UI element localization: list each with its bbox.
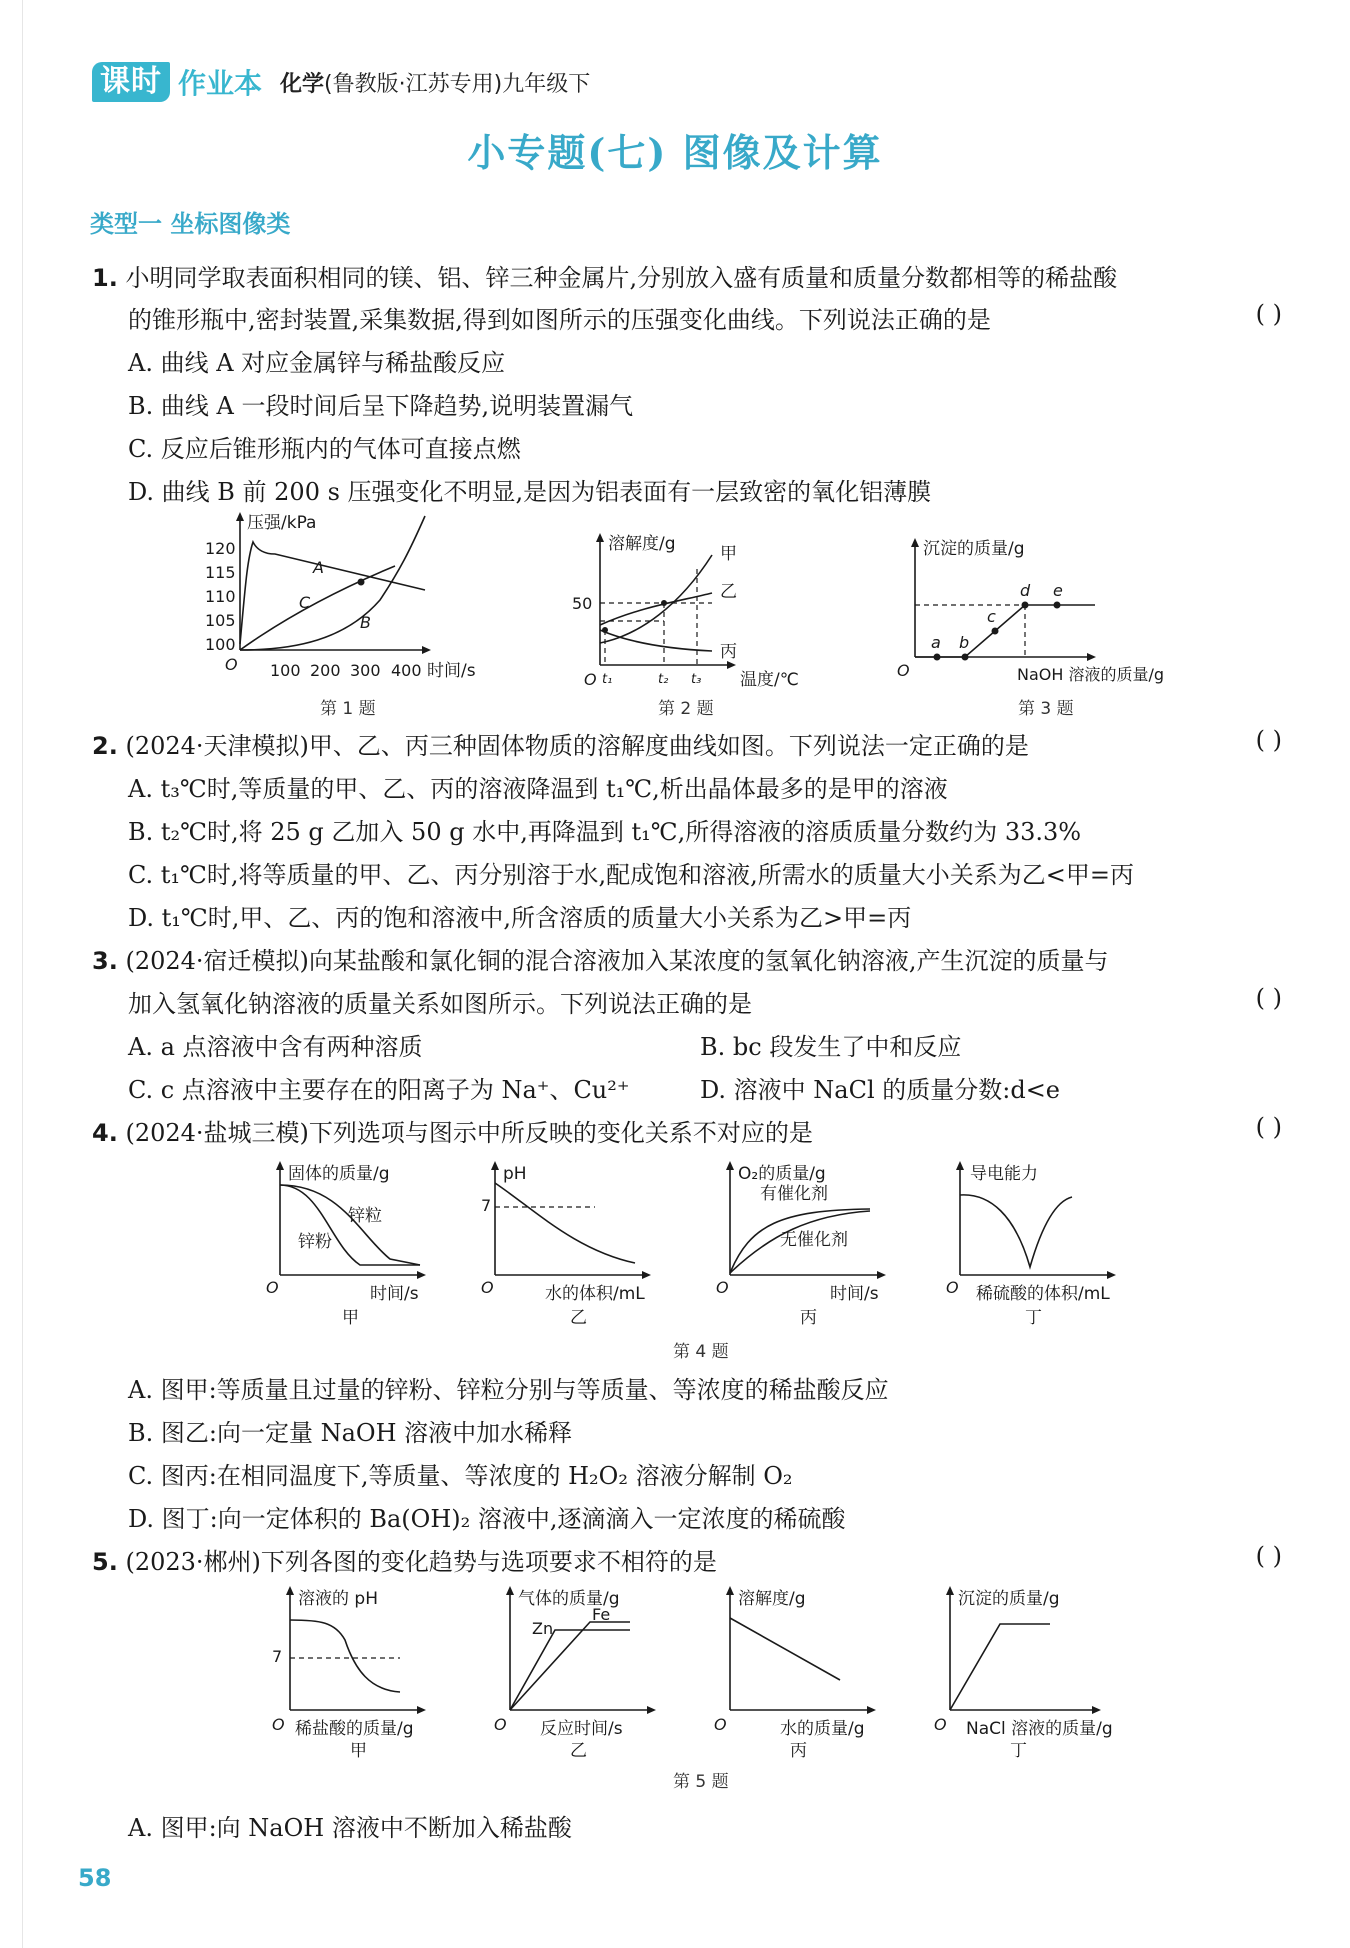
svg-text:时间/s: 时间/s (830, 1284, 879, 1304)
y-tick: 110 (205, 587, 236, 606)
svg-text:O: O (494, 1715, 507, 1734)
svg-text:O₂的质量/g: O₂的质量/g (738, 1164, 826, 1184)
q1-option-d: D. 曲线 B 前 200 s 压强变化不明显,是因为铝表面有一层致密的氧化铝薄膜 (128, 478, 932, 506)
curve-bing (600, 630, 712, 651)
svg-text:无催化剂: 无催化剂 (780, 1230, 848, 1250)
y-axis-label: 压强/kPa (247, 513, 317, 533)
figure-2-solubility-chart (560, 525, 820, 690)
point-d-label: d (1020, 581, 1031, 600)
solubility-line (730, 1618, 840, 1680)
svg-text:溶解度/g: 溶解度/g (738, 1589, 806, 1609)
origin-label: O (584, 670, 597, 689)
book-header (92, 62, 590, 102)
q2-option-c: C. t₁℃时,将等质量的甲、乙、丙分别溶于水,配成饱和溶液,所需水的质量大小关系为乙<甲=丙 (128, 861, 1134, 889)
figure-4-yi (481, 1161, 651, 1328)
x-axis-label: 温度/℃ (740, 670, 799, 690)
q3-option-c: C. c 点溶液中主要存在的阳离子为 Na⁺、Cu²⁺ (128, 1076, 630, 1104)
point-e-label: e (1053, 581, 1063, 600)
q2-option-a: A. t₃℃时,等质量的甲、乙、丙的溶液降温到 t₁℃,析出晶体最多的是甲的溶液 (128, 775, 948, 803)
svg-text:气体的质量/g: 气体的质量/g (518, 1589, 620, 1609)
figure-3-caption: 第 3 题 (1018, 699, 1074, 719)
x-tick: 100 (270, 661, 301, 680)
svg-text:Zn: Zn (532, 1619, 554, 1638)
curve-zn (510, 1630, 630, 1710)
precipitate-line (915, 605, 1095, 657)
svg-text:O: O (714, 1715, 727, 1734)
svg-text:7: 7 (272, 1647, 283, 1666)
figure-1-pressure-chart (195, 510, 505, 685)
figure-3-precipitate-chart (885, 530, 1215, 690)
curve-c-label: C (299, 593, 311, 612)
svg-text:甲: 甲 (342, 1308, 359, 1328)
q4-option-d: D. 图丁:向一定体积的 Ba(OH)₂ 溶液中,逐滴滴入一定浓度的稀硫酸 (128, 1505, 846, 1533)
point-a-label: a (931, 633, 941, 652)
figure-5-caption: 第 5 题 (673, 1772, 729, 1792)
svg-text:丁: 丁 (1010, 1741, 1027, 1761)
q3-option-a: A. a 点溶液中含有两种溶质 (128, 1033, 423, 1061)
svg-text:锌粒: 锌粒 (348, 1206, 382, 1226)
y-tick: 50 (572, 594, 593, 613)
figure-5-charts (260, 1580, 1160, 1765)
q3-answer-blank[interactable]: ( ) (1255, 984, 1282, 1012)
figure-4-charts (260, 1155, 1160, 1340)
q4-stem: 4. (2024·盐城三模)下列选项与图示中所反映的变化关系不对应的是 (92, 1119, 813, 1147)
curve-a (240, 542, 425, 644)
q1-stem-line1: 1. 小明同学取表面积相同的镁、铝、锌三种金属片,分别放入盛有质量和质量分数都相等的稀盐酸 (92, 264, 1118, 292)
page-edge (22, 0, 23, 1948)
y-tick: 105 (205, 611, 236, 630)
conductivity-curve (960, 1195, 1072, 1267)
series-bing-label: 丙 (720, 642, 737, 662)
origin-label: O (225, 655, 238, 674)
q1-stem-line2: 的锥形瓶中,密封装置,采集数据,得到如图所示的压强变化曲线。下列说法正确的是 (128, 306, 991, 334)
q4-option-a: A. 图甲:等质量且过量的锌粉、锌粒分别与等质量、等浓度的稀盐酸反应 (128, 1376, 889, 1404)
svg-text:导电能力: 导电能力 (970, 1164, 1038, 1184)
q5-option-a: A. 图甲:向 NaOH 溶液中不断加入稀盐酸 (128, 1814, 572, 1842)
q1-option-b: B. 曲线 A 一段时间后呈下降趋势,说明装置漏气 (128, 392, 634, 420)
q1-answer-blank[interactable]: ( ) (1255, 300, 1282, 328)
curve-yi (600, 593, 712, 625)
svg-text:pH: pH (503, 1164, 527, 1184)
q1-option-c: C. 反应后锥形瓶内的气体可直接点燃 (128, 435, 521, 463)
x-tick: t₂ (658, 672, 669, 687)
q4-option-c: C. 图丙:在相同温度下,等质量、等浓度的 H₂O₂ 溶液分解制 O₂ (128, 1462, 793, 1490)
svg-text:NaCl 溶液的质量/g: NaCl 溶液的质量/g (966, 1719, 1113, 1739)
figure-5-ding (934, 1586, 1113, 1761)
point-b-label: b (959, 633, 970, 652)
q3-option-b: B. bc 段发生了中和反应 (700, 1033, 962, 1061)
book-logo (92, 62, 262, 102)
svg-text:Fe: Fe (592, 1605, 611, 1624)
q3-option-d: D. 溶液中 NaCl 的质量分数:d<e (700, 1076, 1061, 1104)
x-tick: t₁ (602, 672, 613, 687)
figure-5-jia (272, 1586, 426, 1761)
q2-option-b: B. t₂℃时,将 25 g 乙加入 50 g 水中,再降温到 t₁℃,所得溶液的溶质质量分数约为 33.3% (128, 818, 1082, 846)
y-axis-label: 溶解度/g (608, 534, 676, 554)
curve-b-label: B (360, 613, 371, 632)
page-title: 小专题(七) 图像及计算 (467, 130, 883, 175)
series-yi-label: 乙 (720, 582, 737, 602)
figure-5-bing (714, 1586, 876, 1761)
svg-text:水的质量/g: 水的质量/g (780, 1719, 865, 1739)
svg-text:稀盐酸的质量/g: 稀盐酸的质量/g (295, 1719, 414, 1739)
svg-text:有催化剂: 有催化剂 (760, 1184, 828, 1204)
curve-fe (510, 1622, 630, 1710)
curve-a-label: A (313, 558, 324, 577)
svg-text:O: O (934, 1715, 947, 1734)
y-tick: 115 (205, 563, 236, 582)
svg-text:O: O (481, 1278, 494, 1297)
svg-text:反应时间/s: 反应时间/s (540, 1719, 623, 1739)
svg-text:沉淀的质量/g: 沉淀的质量/g (958, 1589, 1060, 1609)
svg-text:溶液的 pH: 溶液的 pH (298, 1589, 378, 1609)
x-axis-label: NaOH 溶液的质量/g (1017, 665, 1165, 684)
svg-text:甲: 甲 (350, 1741, 367, 1761)
svg-text:锌粉: 锌粉 (298, 1232, 332, 1252)
q4-option-b: B. 图乙:向一定量 NaOH 溶液中加水稀释 (128, 1419, 573, 1447)
svg-text:固体的质量/g: 固体的质量/g (288, 1164, 390, 1184)
figure-5-yi (494, 1586, 656, 1761)
figure-4-ding (946, 1161, 1116, 1328)
subject-label: 化学(鲁教版·江苏专用)九年级下 (280, 71, 591, 97)
curve-jia (600, 555, 712, 643)
x-tick: 400 (391, 661, 422, 680)
y-tick: 100 (205, 635, 236, 654)
q2-option-d: D. t₁℃时,甲、乙、丙的饱和溶液中,所含溶质的质量大小关系为乙>甲=丙 (128, 904, 912, 932)
x-tick: t₃ (691, 672, 702, 687)
svg-text:O: O (272, 1715, 285, 1734)
origin-label: O (897, 661, 910, 680)
ph-curve (495, 1183, 635, 1263)
svg-text:O: O (266, 1278, 279, 1297)
svg-text:乙: 乙 (570, 1741, 587, 1761)
figure-1-caption: 第 1 题 (320, 699, 376, 719)
figure-2-caption: 第 2 题 (658, 699, 714, 719)
series-jia-label: 甲 (720, 544, 737, 564)
svg-text:O: O (946, 1278, 959, 1297)
page-number: 58 (78, 1864, 112, 1892)
svg-text:乙: 乙 (570, 1308, 587, 1328)
svg-text:7: 7 (481, 1196, 492, 1215)
x-tick: 300 (350, 661, 381, 680)
figure-4-caption: 第 4 题 (673, 1342, 729, 1362)
point-c-label: c (987, 607, 996, 626)
q1-option-a: A. 曲线 A 对应金属锌与稀盐酸反应 (128, 349, 506, 377)
y-axis-label: 沉淀的质量/g (923, 539, 1025, 559)
svg-text:时间/s: 时间/s (370, 1284, 419, 1304)
svg-text:丁: 丁 (1025, 1308, 1042, 1328)
section-heading: 类型一 坐标图像类 (90, 210, 291, 238)
x-axis-label: 时间/s (427, 661, 476, 681)
q5-answer-blank[interactable]: ( ) (1255, 1542, 1282, 1570)
logo-badge: 课时 (92, 62, 170, 102)
q2-answer-blank[interactable]: ( ) (1255, 726, 1282, 754)
svg-text:稀硫酸的体积/mL: 稀硫酸的体积/mL (976, 1284, 1110, 1304)
x-tick: 200 (310, 661, 341, 680)
figure-4-jia (266, 1161, 426, 1328)
svg-text:O: O (716, 1278, 729, 1297)
q2-stem: 2. (2024·天津模拟)甲、乙、丙三种固体物质的溶解度曲线如图。下列说法一定正确的是 (92, 732, 1029, 760)
precipitate-line (950, 1624, 1050, 1710)
q3-stem-line2: 加入氢氧化钠溶液的质量关系如图所示。下列说法正确的是 (128, 990, 752, 1018)
svg-text:丙: 丙 (800, 1308, 817, 1328)
svg-text:丙: 丙 (790, 1741, 807, 1761)
logo-text: 作业本 (178, 67, 263, 100)
ph-curve (290, 1620, 400, 1692)
q4-answer-blank[interactable]: ( ) (1255, 1113, 1282, 1141)
svg-text:水的体积/mL: 水的体积/mL (545, 1284, 645, 1304)
figure-4-bing (716, 1161, 886, 1328)
q5-stem: 5. (2023·郴州)下列各图的变化趋势与选项要求不相符的是 (92, 1548, 717, 1576)
q3-stem-line1: 3. (2024·宿迁模拟)向某盐酸和氯化铜的混合溶液加入某浓度的氢氧化钠溶液,产生沉淀的质量与 (92, 947, 1109, 975)
y-tick: 120 (205, 539, 236, 558)
